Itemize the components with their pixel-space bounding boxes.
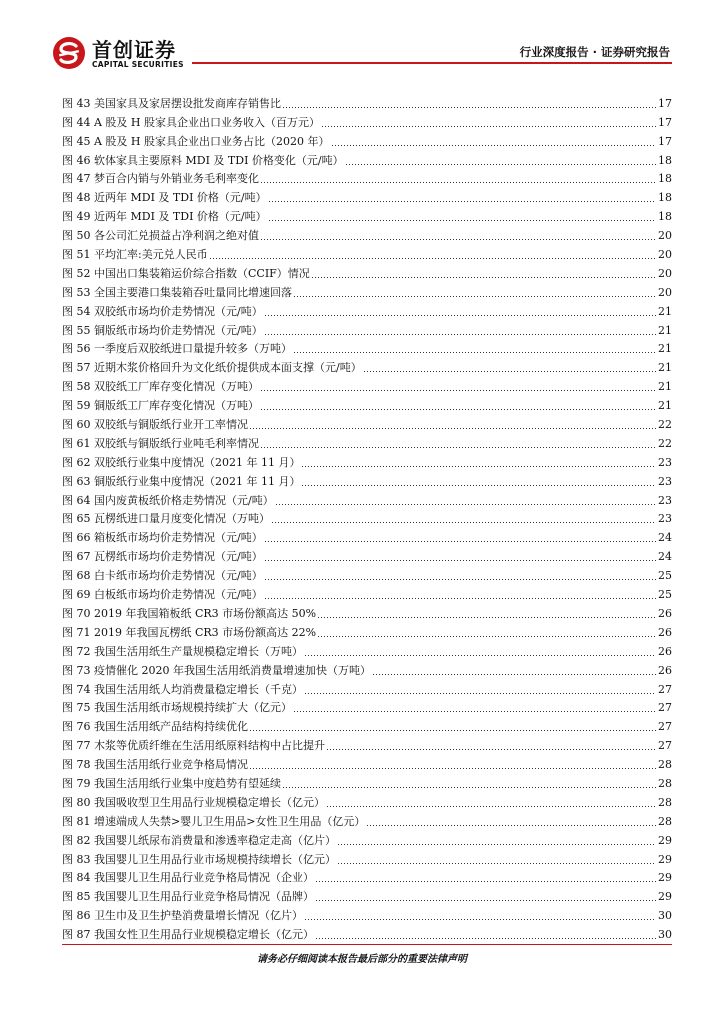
toc-leader-dots — [305, 693, 656, 694]
toc-leader-dots — [269, 201, 656, 202]
toc-leader-dots — [316, 900, 656, 901]
toc-entry[interactable] — [62, 734, 672, 753]
toc-entry-page-number: 18 — [658, 172, 672, 186]
toc-entry[interactable] — [62, 508, 672, 527]
toc-leader-dots — [327, 806, 656, 807]
toc-leader-dots — [265, 315, 656, 316]
toc-entry[interactable] — [62, 111, 672, 130]
toc-entry-page-number: 17 — [658, 115, 672, 129]
toc-entry-page-number: 18 — [658, 210, 672, 224]
footer-divider — [62, 944, 672, 945]
toc-entry-title: 图 45 A 股及 H 股家具企业出口业务占比（2020 年） — [62, 134, 330, 148]
toc-entry[interactable] — [62, 92, 672, 111]
toc-leader-dots — [250, 428, 656, 429]
toc-entry-page-number: 30 — [658, 909, 672, 923]
toc-entry-page-number: 18 — [658, 191, 672, 205]
toc-entry[interactable] — [62, 885, 672, 904]
toc-entry-page-number: 23 — [658, 455, 672, 469]
toc-leader-dots — [261, 239, 656, 240]
toc-entry-page-number: 21 — [658, 304, 672, 318]
toc-leader-dots — [338, 863, 656, 864]
toc-leader-dots — [210, 258, 656, 259]
toc-leader-dots — [332, 145, 656, 146]
toc-leader-dots — [305, 655, 656, 656]
toc-entry[interactable] — [62, 356, 672, 375]
toc-entry[interactable] — [62, 678, 672, 697]
toc-leader-dots — [272, 522, 656, 523]
toc-entry-title: 图 61 双胶纸与铜版纸行业吨毛利率情况 — [62, 436, 259, 450]
toc-entry-page-number: 29 — [658, 852, 672, 866]
toc-entry-page-number: 22 — [658, 418, 672, 432]
toc-entry-page-number: 26 — [658, 625, 672, 639]
toc-entry-title: 图 80 我国吸收型卫生用品行业规模稳定增长（亿元） — [62, 795, 325, 809]
toc-entry-page-number: 17 — [658, 134, 672, 148]
toc-leader-dots — [302, 485, 656, 486]
toc-entry-page-number: 20 — [658, 285, 672, 299]
toc-entry[interactable] — [62, 772, 672, 791]
toc-leader-dots — [269, 220, 656, 221]
toc-leader-dots — [302, 466, 656, 467]
toc-entry[interactable] — [62, 829, 672, 848]
toc-entry-title: 图 51 平均汇率:美元兑人民币 — [62, 248, 208, 262]
toc-entry-title: 图 44 A 股及 H 股家具企业出口业务收入（百万元） — [62, 115, 321, 129]
toc-entry-page-number: 27 — [658, 701, 672, 715]
toc-entry[interactable] — [62, 319, 672, 338]
toc-leader-dots — [322, 126, 656, 127]
toc-entry-title: 图 55 铜版纸市场均价走势情况（元/吨） — [62, 323, 263, 337]
toc-entry-title: 图 75 我国生活用纸市场规模持续扩大（亿元） — [62, 701, 292, 715]
toc-entry[interactable] — [62, 338, 672, 357]
toc-entry[interactable] — [62, 262, 672, 281]
toc-leader-dots — [367, 825, 656, 826]
toc-entry-title: 图 56 一季度后双胶纸进口量提升较多（万吨） — [62, 342, 292, 356]
toc-leader-dots — [364, 371, 656, 372]
toc-leader-dots — [283, 107, 656, 108]
toc-leader-dots — [261, 447, 656, 448]
toc-leader-dots — [294, 352, 656, 353]
toc-entry-title: 图 78 我国生活用纸行业竞争格局情况 — [62, 758, 248, 772]
toc-leader-dots — [265, 560, 656, 561]
toc-entry-title: 图 48 近两年 MDI 及 TDI 价格（元/吨） — [62, 191, 267, 205]
company-name-en: CAPITAL SECURITIES — [92, 60, 184, 69]
toc-leader-dots — [294, 711, 656, 712]
toc-leader-dots — [265, 579, 656, 580]
toc-leader-dots — [276, 504, 656, 505]
toc-entry-title: 图 72 我国生活用纸生产量规模稳定增长（万吨） — [62, 644, 303, 658]
toc-entry[interactable] — [62, 281, 672, 300]
toc-entry-title: 图 69 白板纸市场均价走势情况（元/吨） — [62, 588, 263, 602]
toc-entry-page-number: 24 — [658, 531, 672, 545]
toc-entry-title: 图 83 我国婴儿卫生用品行业市场规模持续增长（亿元） — [62, 852, 336, 866]
toc-entry[interactable] — [62, 753, 672, 772]
toc-leader-dots — [250, 730, 656, 731]
toc-leader-dots — [294, 296, 656, 297]
toc-entry[interactable] — [62, 243, 672, 262]
toc-entry[interactable] — [62, 697, 672, 716]
toc-entry-title: 图 87 我国女性卫生用品行业规模稳定增长（亿元） — [62, 928, 314, 942]
toc-entry[interactable] — [62, 149, 672, 168]
toc-leader-dots — [261, 409, 656, 410]
toc-entry-page-number: 26 — [658, 606, 672, 620]
figure-index-list — [62, 92, 672, 942]
toc-entry-title: 图 52 中国出口集装箱运价综合指数（CCIF）情况 — [62, 266, 310, 280]
toc-entry[interactable] — [62, 130, 672, 149]
header-divider — [192, 62, 672, 64]
toc-entry-page-number: 21 — [658, 361, 672, 375]
company-name-cn: 首创证券 — [92, 38, 176, 62]
toc-entry-title: 图 46 软体家具主要原料 MDI 及 TDI 价格变化（元/吨） — [62, 153, 344, 167]
toc-entry[interactable] — [62, 923, 672, 942]
company-logo — [52, 34, 212, 74]
toc-entry-page-number: 18 — [658, 153, 672, 167]
toc-entry-page-number: 28 — [658, 776, 672, 790]
toc-entry-title: 图 65 瓦楞纸进口量月度变化情况（万吨） — [62, 512, 270, 526]
toc-leader-dots — [338, 844, 656, 845]
toc-entry-title: 图 60 双胶纸与铜版纸行业开工率情况 — [62, 418, 248, 432]
toc-entry[interactable] — [62, 168, 672, 187]
toc-entry[interactable] — [62, 810, 672, 829]
toc-entry-title: 图 67 瓦楞纸市场均价走势情况（元/吨） — [62, 550, 263, 564]
toc-entry-page-number: 21 — [658, 399, 672, 413]
toc-entry-page-number: 17 — [658, 96, 672, 110]
toc-entry-title: 图 76 我国生活用纸产品结构持续优化 — [62, 720, 248, 734]
toc-entry-page-number: 21 — [658, 323, 672, 337]
toc-leader-dots — [316, 881, 656, 882]
toc-entry[interactable] — [62, 640, 672, 659]
toc-entry-title: 图 86 卫生巾及卫生护垫消费量增长情况（亿片） — [62, 909, 303, 923]
toc-entry-title: 图 62 双胶纸行业集中度情况（2021 年 11 月） — [62, 455, 301, 469]
toc-entry-title: 图 64 国内废黄板纸价格走势情况（元/吨） — [62, 493, 274, 507]
toc-entry[interactable] — [62, 904, 672, 923]
toc-entry[interactable] — [62, 489, 672, 508]
toc-entry-page-number: 30 — [658, 928, 672, 942]
toc-entry[interactable] — [62, 659, 672, 678]
toc-entry[interactable] — [62, 564, 672, 583]
report-type-label: 行业深度报告 · 证券研究报告 — [519, 45, 670, 59]
toc-entry[interactable] — [62, 394, 672, 413]
toc-entry[interactable] — [62, 545, 672, 564]
toc-entry-title: 图 66 箱板纸市场均价走势情况（元/吨） — [62, 531, 263, 545]
toc-entry-page-number: 20 — [658, 266, 672, 280]
toc-entry-page-number: 24 — [658, 550, 672, 564]
toc-leader-dots — [346, 164, 656, 165]
toc-entry[interactable] — [62, 715, 672, 734]
toc-entry-page-number: 20 — [658, 248, 672, 262]
toc-entry-page-number: 22 — [658, 436, 672, 450]
toc-leader-dots — [316, 938, 656, 939]
toc-entry-title: 图 74 我国生活用纸人均消费量稳定增长（千克） — [62, 682, 303, 696]
toc-entry-title: 图 54 双胶纸市场均价走势情况（元/吨） — [62, 304, 263, 318]
toc-entry-page-number: 26 — [658, 644, 672, 658]
toc-entry-title: 图 79 我国生活用纸行业集中度趋势有望延续 — [62, 776, 281, 790]
toc-entry-title: 图 71 2019 年我国瓦楞纸 CR3 市场份额高达 22% — [62, 625, 317, 639]
toc-entry[interactable] — [62, 300, 672, 319]
toc-entry[interactable] — [62, 451, 672, 470]
toc-entry-page-number: 25 — [658, 569, 672, 583]
toc-entry-title: 图 84 我国婴儿卫生用品行业竞争格局情况（企业） — [62, 871, 314, 885]
toc-leader-dots — [283, 787, 656, 788]
toc-entry[interactable] — [62, 621, 672, 640]
toc-entry-title: 图 63 铜版纸行业集中度情况（2021 年 11 月） — [62, 474, 301, 488]
toc-leader-dots — [261, 182, 656, 183]
toc-entry-page-number: 23 — [658, 493, 672, 507]
toc-entry-title: 图 59 铜版纸工厂库存变化情况（万吨） — [62, 399, 259, 413]
toc-entry-page-number: 29 — [658, 833, 672, 847]
toc-entry-page-number: 21 — [658, 380, 672, 394]
toc-leader-dots — [373, 674, 656, 675]
toc-entry-page-number: 28 — [658, 758, 672, 772]
toc-entry-page-number: 23 — [658, 474, 672, 488]
toc-entry-page-number: 20 — [658, 229, 672, 243]
toc-entry-title: 图 53 全国主要港口集装箱吞吐量同比增速回落 — [62, 285, 292, 299]
toc-leader-dots — [327, 749, 656, 750]
toc-entry-title: 图 85 我国婴儿卫生用品行业竞争格局情况（品牌） — [62, 890, 314, 904]
toc-leader-dots — [265, 334, 656, 335]
page-header — [0, 0, 724, 80]
toc-entry-page-number: 28 — [658, 814, 672, 828]
toc-entry-title: 图 82 我国婴儿纸尿布消费量和渗透率稳定走高（亿片） — [62, 833, 336, 847]
toc-entry-title: 图 43 美国家具及家居摆设批发商库存销售比 — [62, 96, 281, 110]
toc-entry-page-number: 27 — [658, 682, 672, 696]
toc-leader-dots — [305, 919, 656, 920]
toc-entry[interactable] — [62, 583, 672, 602]
toc-entry-title: 图 58 双胶纸工厂库存变化情况（万吨） — [62, 380, 259, 394]
toc-entry[interactable] — [62, 848, 672, 867]
toc-entry[interactable] — [62, 186, 672, 205]
toc-entry-title: 图 49 近两年 MDI 及 TDI 价格（元/吨） — [62, 210, 267, 224]
toc-entry[interactable] — [62, 224, 672, 243]
toc-leader-dots — [250, 768, 656, 769]
legal-notice: 请务必仔细阅读本报告最后部分的重要法律声明 — [257, 954, 467, 965]
toc-entry-page-number: 27 — [658, 720, 672, 734]
toc-entry-title: 图 68 白卡纸市场均价走势情况（元/吨） — [62, 569, 263, 583]
toc-entry[interactable] — [62, 432, 672, 451]
company-logo-icon — [52, 36, 86, 70]
toc-entry-page-number: 23 — [658, 512, 672, 526]
toc-entry-title: 图 77 木浆等优质纤维在生活用纸原料结构中占比提升 — [62, 739, 325, 753]
toc-entry[interactable] — [62, 205, 672, 224]
toc-entry-page-number: 28 — [658, 795, 672, 809]
toc-entry[interactable] — [62, 470, 672, 489]
toc-entry-title: 图 81 增速端成人失禁>婴儿卫生用品>女性卫生用品（亿元） — [62, 814, 366, 828]
toc-entry-title: 图 70 2019 年我国箱板纸 CR3 市场份额高达 50% — [62, 606, 317, 620]
toc-leader-dots — [312, 277, 656, 278]
toc-entry[interactable] — [62, 791, 672, 810]
toc-entry-page-number: 29 — [658, 890, 672, 904]
toc-leader-dots — [318, 617, 656, 618]
toc-leader-dots — [265, 541, 656, 542]
toc-entry[interactable] — [62, 375, 672, 394]
toc-leader-dots — [261, 390, 656, 391]
toc-entry-title: 图 57 近期木浆价格回升为文化纸价提供成本面支撑（元/吨） — [62, 361, 362, 375]
toc-entry-page-number: 21 — [658, 342, 672, 356]
toc-leader-dots — [265, 598, 656, 599]
toc-entry[interactable] — [62, 867, 672, 886]
toc-entry[interactable] — [62, 413, 672, 432]
toc-entry-title: 图 73 疫情催化 2020 年我国生活用纸消费量增速加快（万吨） — [62, 663, 371, 677]
toc-entry[interactable] — [62, 526, 672, 545]
toc-entry[interactable] — [62, 602, 672, 621]
toc-entry-title: 图 50 各公司汇兑损益占净利润之绝对值 — [62, 229, 259, 243]
toc-entry-page-number: 29 — [658, 871, 672, 885]
toc-entry-title: 图 47 梦百合内销与外销业务毛利率变化 — [62, 172, 259, 186]
toc-entry-page-number: 26 — [658, 663, 672, 677]
toc-entry-page-number: 25 — [658, 588, 672, 602]
toc-entry-page-number: 27 — [658, 739, 672, 753]
toc-leader-dots — [318, 636, 656, 637]
